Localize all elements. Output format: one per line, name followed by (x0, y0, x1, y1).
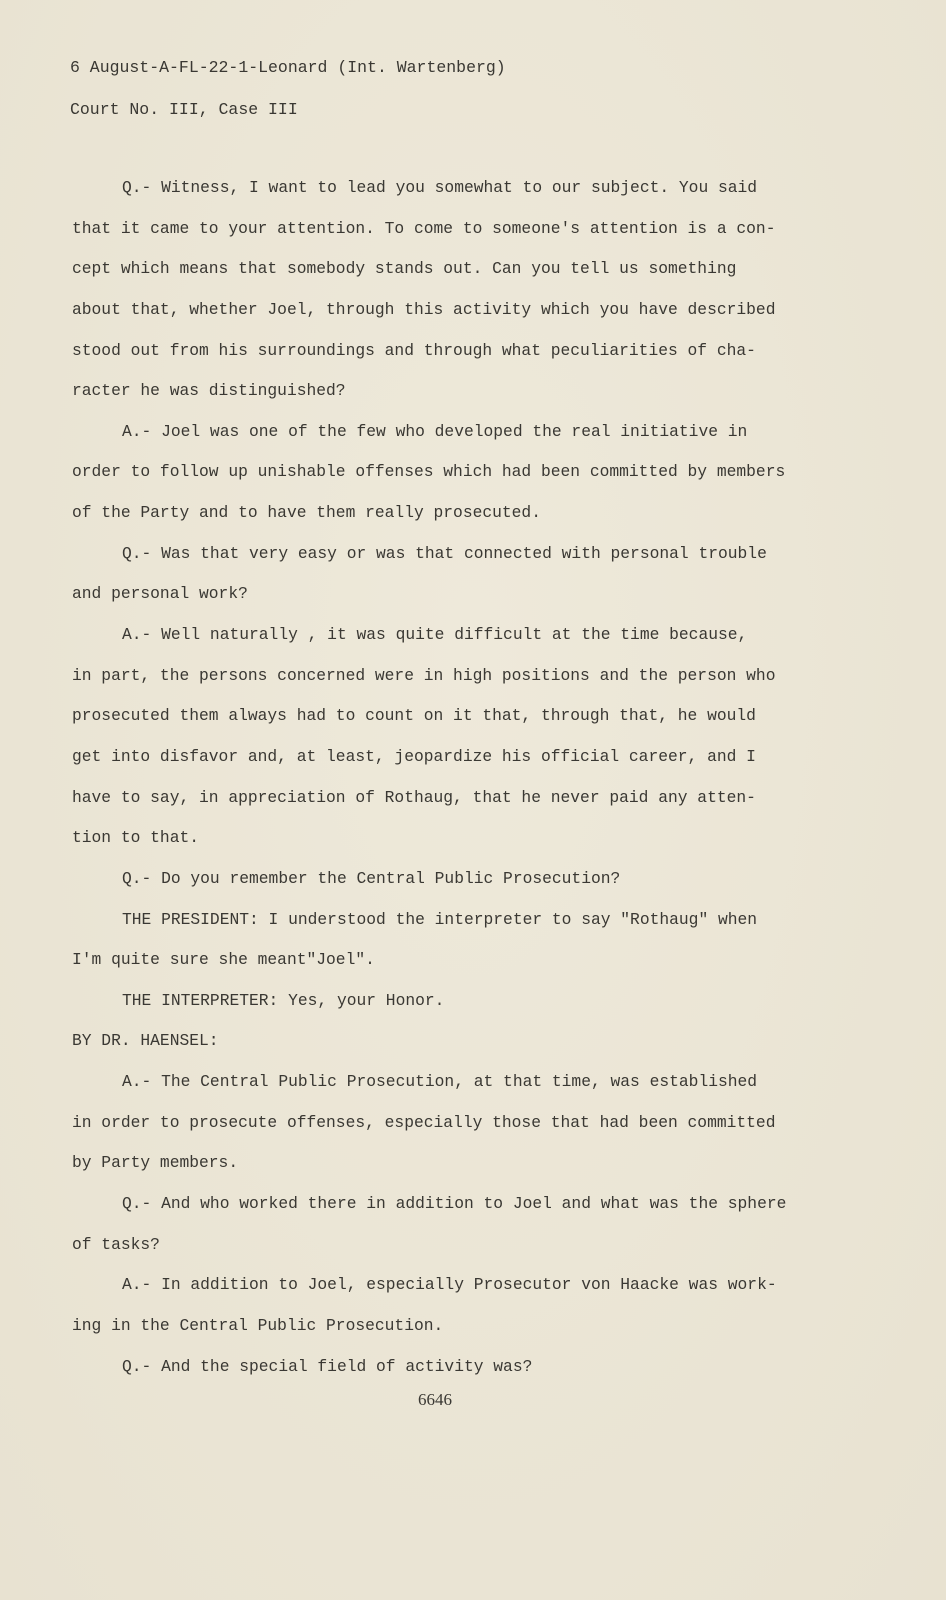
text-line: racter he was distinguished? (72, 381, 346, 401)
text-line: about that, whether Joel, through this activity which you have described (72, 299, 776, 319)
text-line: of tasks? (72, 1234, 160, 1254)
text-line: I'm quite sure she meant"Joel". (72, 950, 375, 970)
text-line: have to say, in appreciation of Rothaug, that he never paid any atten- (72, 787, 756, 807)
text-line: Q.- Witness, I want to lead you somewhat to our subject. You said (122, 178, 758, 197)
text-line: and personal work? (72, 584, 248, 604)
page-number: 6646 (418, 1390, 452, 1409)
text-line: by Party members. (72, 1153, 239, 1173)
text-line: Q.- And who worked there in addition to Joel and what was the sphere (122, 1194, 787, 1214)
text-line: stood out from his surroundings and through what peculiarities of cha- (72, 340, 756, 360)
text-line: A.- The Central Public Prosecution, at that time, was established (122, 1072, 758, 1092)
text-line: of the Party and to have them really prosecuted. (72, 503, 541, 523)
header-line-2: Court No. III, Case III (70, 100, 298, 119)
text-line: get into disfavor and, at least, jeopardize his official career, and I (72, 746, 756, 766)
text-line: Q.- And the special field of activity was? (122, 1356, 533, 1376)
text-line: prosecuted them always had to count on it that, through that, he would (72, 706, 756, 726)
header-line-1: 6 August-A-FL-22-1-Leonard (Int. Wartenberg) (70, 58, 506, 77)
transcript-body (72, 176, 786, 1395)
text-line: in part, the persons concerned were in high positions and the person who (72, 665, 776, 685)
text-line: Q.- Do you remember the Central Public Prosecution? (122, 868, 621, 888)
text-line: THE INTERPRETER: Yes, your Honor. (122, 990, 445, 1010)
text-line: ing in the Central Public Prosecution. (72, 1315, 444, 1335)
text-line: that it came to your attention. To come to someone's attention is a con- (72, 218, 776, 238)
text-line: BY DR. HAENSEL: (72, 1031, 219, 1051)
text-line: THE PRESIDENT: I understood the interpreter to say "Rothaug" when (122, 909, 758, 929)
text-line: tion to that. (72, 828, 200, 848)
text-line: order to follow up unishable offenses which had been committed by members (72, 462, 786, 482)
text-line: A.- Well naturally , it was quite difficult at the time because, (122, 625, 748, 645)
text-line: A.- In addition to Joel, especially Prosecutor von Haacke was work- (122, 1275, 777, 1295)
text-line: Q.- Was that very easy or was that connected with personal trouble (122, 543, 767, 563)
text-line: cept which means that somebody stands out. Can you tell us something (72, 259, 737, 279)
text-line: A.- Joel was one of the few who developed the real initiative in (122, 421, 748, 441)
text-line: in order to prosecute offenses, especially those that had been committed (72, 1112, 776, 1132)
